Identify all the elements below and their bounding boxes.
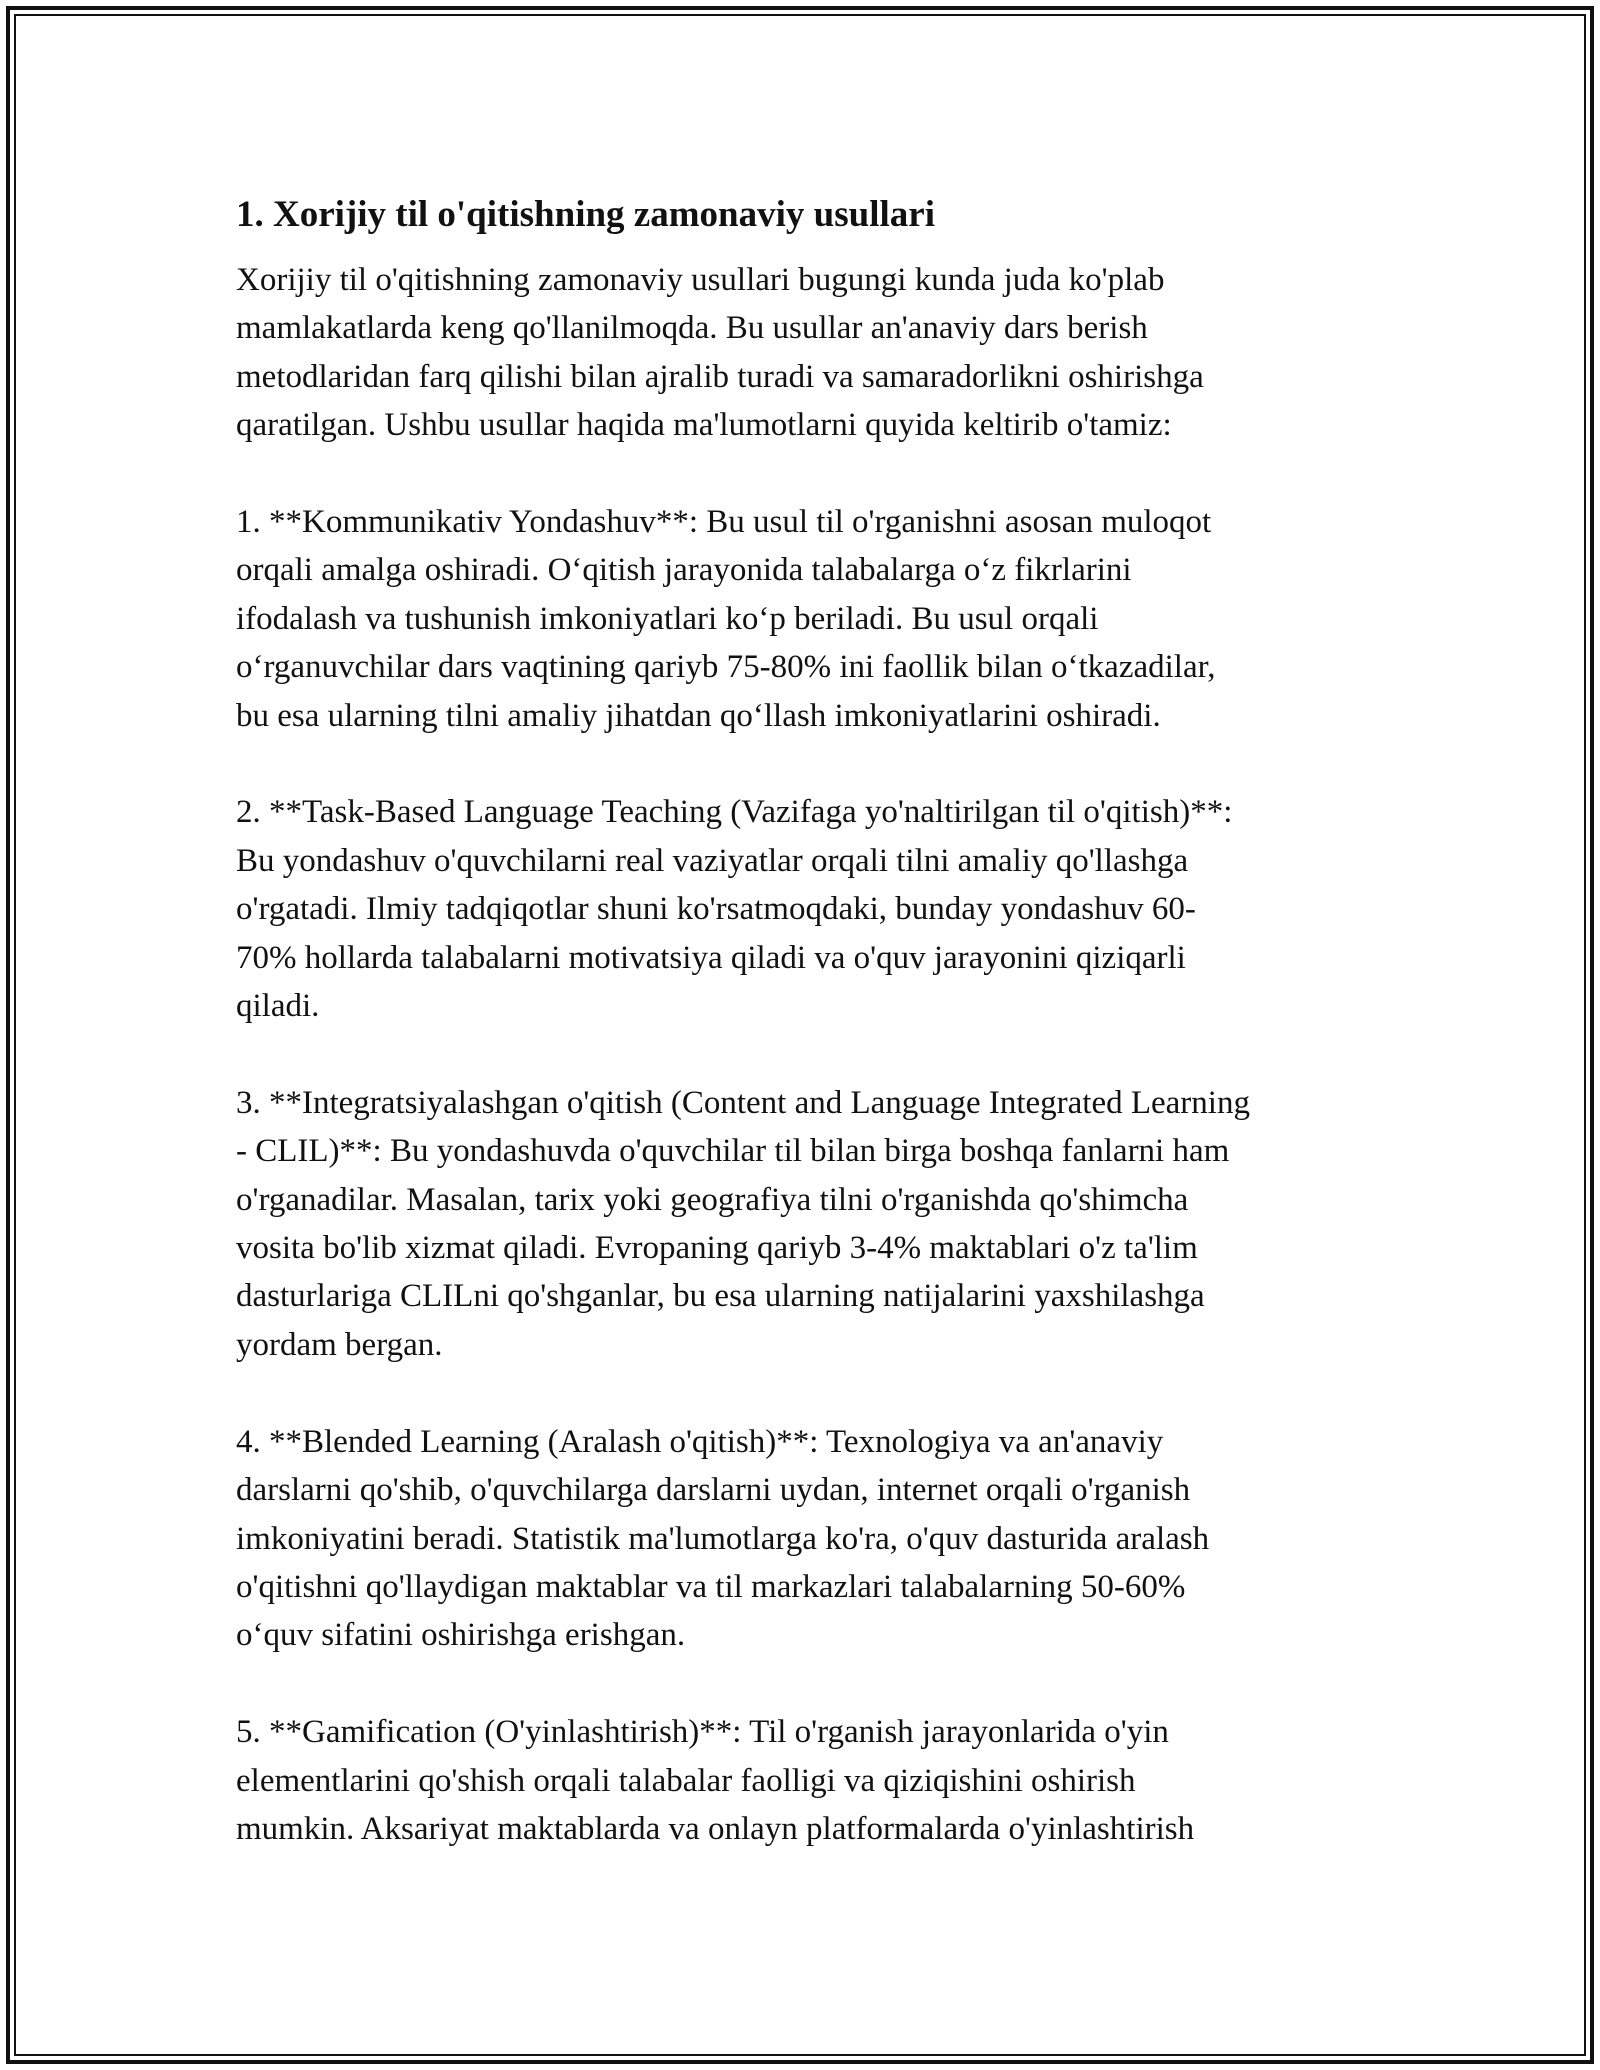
paragraph-gamification: 5. **Gamification (O'yinlashtirish)**: Til o'rganish jarayonlarida o'yin elementlarini qo'shish orqali talabalar faolligi va qiziqishini oshirish mumkin. Aksariyat maktablarda va onlayn platformalarda o'yinlashtirish — [236, 1714, 1195, 1847]
paragraph-task-based-teaching: 2. **Task-Based Language Teaching (Vazifaga yo'naltirilgan til o'qitish)**: Bu yondashuv o'quvchilarni real vaziyatlar orqali tilni amaliy qo'llashga o'rgatadi. Ilmiy tadqiqotlar shuni ko'rsatmoqdaki, bunday yondashuv 60- 70% hollarda talabalarni motivatsiya qiladi va o'quv jarayonini qiziqarli qiladi. — [236, 794, 1233, 1025]
paragraph-communicative-approach: 1. **Kommunikativ Yondashuv**: Bu usul til o'rganishni asosan muloqot orqali amalga oshiradi. O‘qitish jarayonida talabalarga o‘z fikrlarini ifodalash va tushunish imkoniyatlari ko‘p beriladi. Bu usul orqali o‘rganuvchilar dars vaqtining qariyb 75-80% ini faollik bilan o‘tkazadilar, bu esa ularning tilni amaliy jihatdan qo‘llash imkoniyatlarini oshiradi. — [236, 504, 1216, 734]
paragraph-blended-learning: 4. **Blended Learning (Aralash o'qitish)**: Texnologiya va an'anaviy darslarni qo'shib, o'quvchilarga darslarni uydan, internet orqali o'rganish imkoniyatini beradi. Statistik ma'lumotlarga ko'ra, o'quv dasturida aralash o'qitishni qo'llaydigan maktablar va til markazlari talabalarning 50-60% o‘quv sifatini oshirishga erishgan. — [236, 1423, 1210, 1654]
intro-paragraph: Xorijiy til o'qitishning zamonaviy usullari bugungi kunda juda ko'plab mamlakatlarda keng qo'llanilmoqda. Bu usullar an'anaviy dars berish metodlaridan farq qilishi bilan ajralib turadi va samaradorlikni oshirishga qaratilgan. Ushbu usullar haqida ma'lumotlarni quyida keltirib o'tamiz: — [236, 262, 1204, 444]
paragraph-clil: 3. **Integratsiyalashgan o'qitish (Content and Language Integrated Learning - CLIL)**: Bu yondashuvda o'quvchilar til bilan birga boshqa fanlarni ham o'rganadilar. Masalan, tarix yoki geografiya tilni o'rganishda qo'shimcha vosita bo'lib xizmat qiladi. Evropaning qariyb 3-4% maktablari o'z ta'lim dasturlariga CLILni qo'shganlar, bu esa ularning natijalarini yaxshilashga yordam bergan. — [236, 1084, 1250, 1363]
document-title: 1. Xorijiy til o'qitishning zamonaviy usullari — [236, 194, 935, 235]
document-body — [236, 186, 1366, 1902]
